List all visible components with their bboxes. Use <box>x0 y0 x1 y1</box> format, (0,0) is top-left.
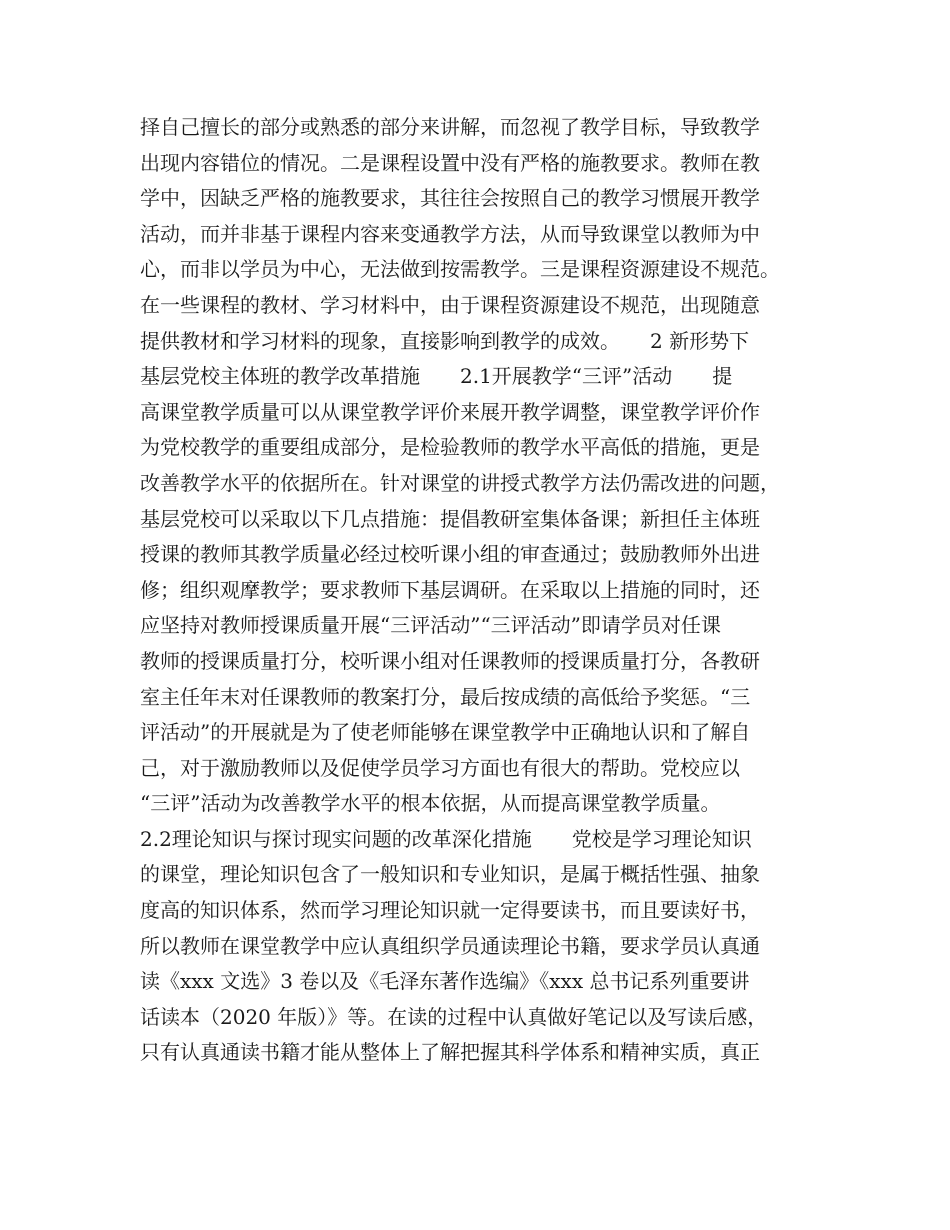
text-line-27: 只有认真通读书籍才能从整体上了解把握其科学体系和精神实质，真正 <box>140 1040 760 1065</box>
text-line-10: 为党校教学的重要组成部分，是检验教师的教学水平高低的措施，更是 <box>140 435 760 460</box>
text-line-8: 基层党校主体班的教学改革措施 2.1开展教学“三评”活动 提 <box>140 364 733 389</box>
text-line-1: 择自己擅长的部分或熟悉的部分来讲解，而忽视了教学目标，导致教学 <box>140 115 760 139</box>
text-line-2: 出现内容错位的情况。二是课程设置中没有严格的施教要求。教师在教 <box>140 150 760 175</box>
text-line-9: 高课堂教学质量可以从课堂教学评价来展开教学调整，课堂教学评价作 <box>140 399 760 424</box>
text-line-26: 话读本（2020 年版）》等。在读的过程中认真做好笔记以及写读后感， <box>140 1004 768 1029</box>
text-line-20: “三评”活动为改善教学水平的根本依据，从而提高课堂教学质量。 <box>140 791 721 816</box>
text-line-25: 读《xxx 文选》3 卷以及《毛泽东著作选编》《xxx 总书记系列重要讲 <box>140 969 750 994</box>
text-line-12: 基层党校可以采取以下几点措施：提倡教研室集体备课；新担任主体班 <box>140 506 760 531</box>
text-line-16: 教师的授课质量打分，校听课小组对任课教师的授课质量打分，各教研 <box>140 648 760 673</box>
text-line-14: 修；组织观摩教学；要求教师下基层调研。在采取以上措施的同时，还 <box>140 577 760 602</box>
text-line-15: 应坚持对教师授课质量开展“三评活动”“三评活动”即请学员对任课 <box>140 613 721 638</box>
text-line-3: 学中，因缺乏严格的施教要求，其往往会按照自己的教学习惯展开教学 <box>140 186 760 211</box>
text-line-21: 2.2理论知识与探讨现实问题的改革深化措施 党校是学习理论知识 <box>140 826 752 851</box>
text-line-5: 心，而非以学员为中心，无法做到按需教学。三是课程资源建设不规范。 <box>140 257 780 282</box>
text-line-17: 室主任年末对任课教师的教案打分，最后按成绩的高低给予奖惩。“三 <box>140 684 751 709</box>
text-line-13: 授课的教师其教学质量必经过校听课小组的审查通过；鼓励教师外出进 <box>140 542 760 567</box>
text-line-11: 改善教学水平的依据所在。针对课堂的讲授式教学方法仍需改进的问题， <box>140 470 780 495</box>
text-line-19: 己，对于激励教师以及促使学员学习方面也有很大的帮助。党校应以 <box>140 755 740 780</box>
body-text <box>140 110 830 1071</box>
text-line-23: 度高的知识体系，然而学习理论知识就一定得要读书，而且要读好书， <box>140 898 760 923</box>
text-line-22: 的课堂，理论知识包含了一般知识和专业知识，是属于概括性强、抽象 <box>140 862 760 887</box>
text-line-24: 所以教师在课堂教学中应认真组织学员通读理论书籍，要求学员认真通 <box>140 933 760 958</box>
text-line-7: 提供教材和学习材料的现象，直接影响到教学的成效。 2 新形势下 <box>140 328 750 353</box>
text-line-18: 评活动”的开展就是为了使老师能够在课堂教学中正确地认识和了解自 <box>140 720 751 745</box>
text-line-4: 活动，而并非基于课程内容来变通教学方法，从而导致课堂以教师为中 <box>140 221 760 246</box>
text-line-6: 在一些课程的教材、学习材料中，由于课程资源建设不规范，出现随意 <box>140 292 760 317</box>
